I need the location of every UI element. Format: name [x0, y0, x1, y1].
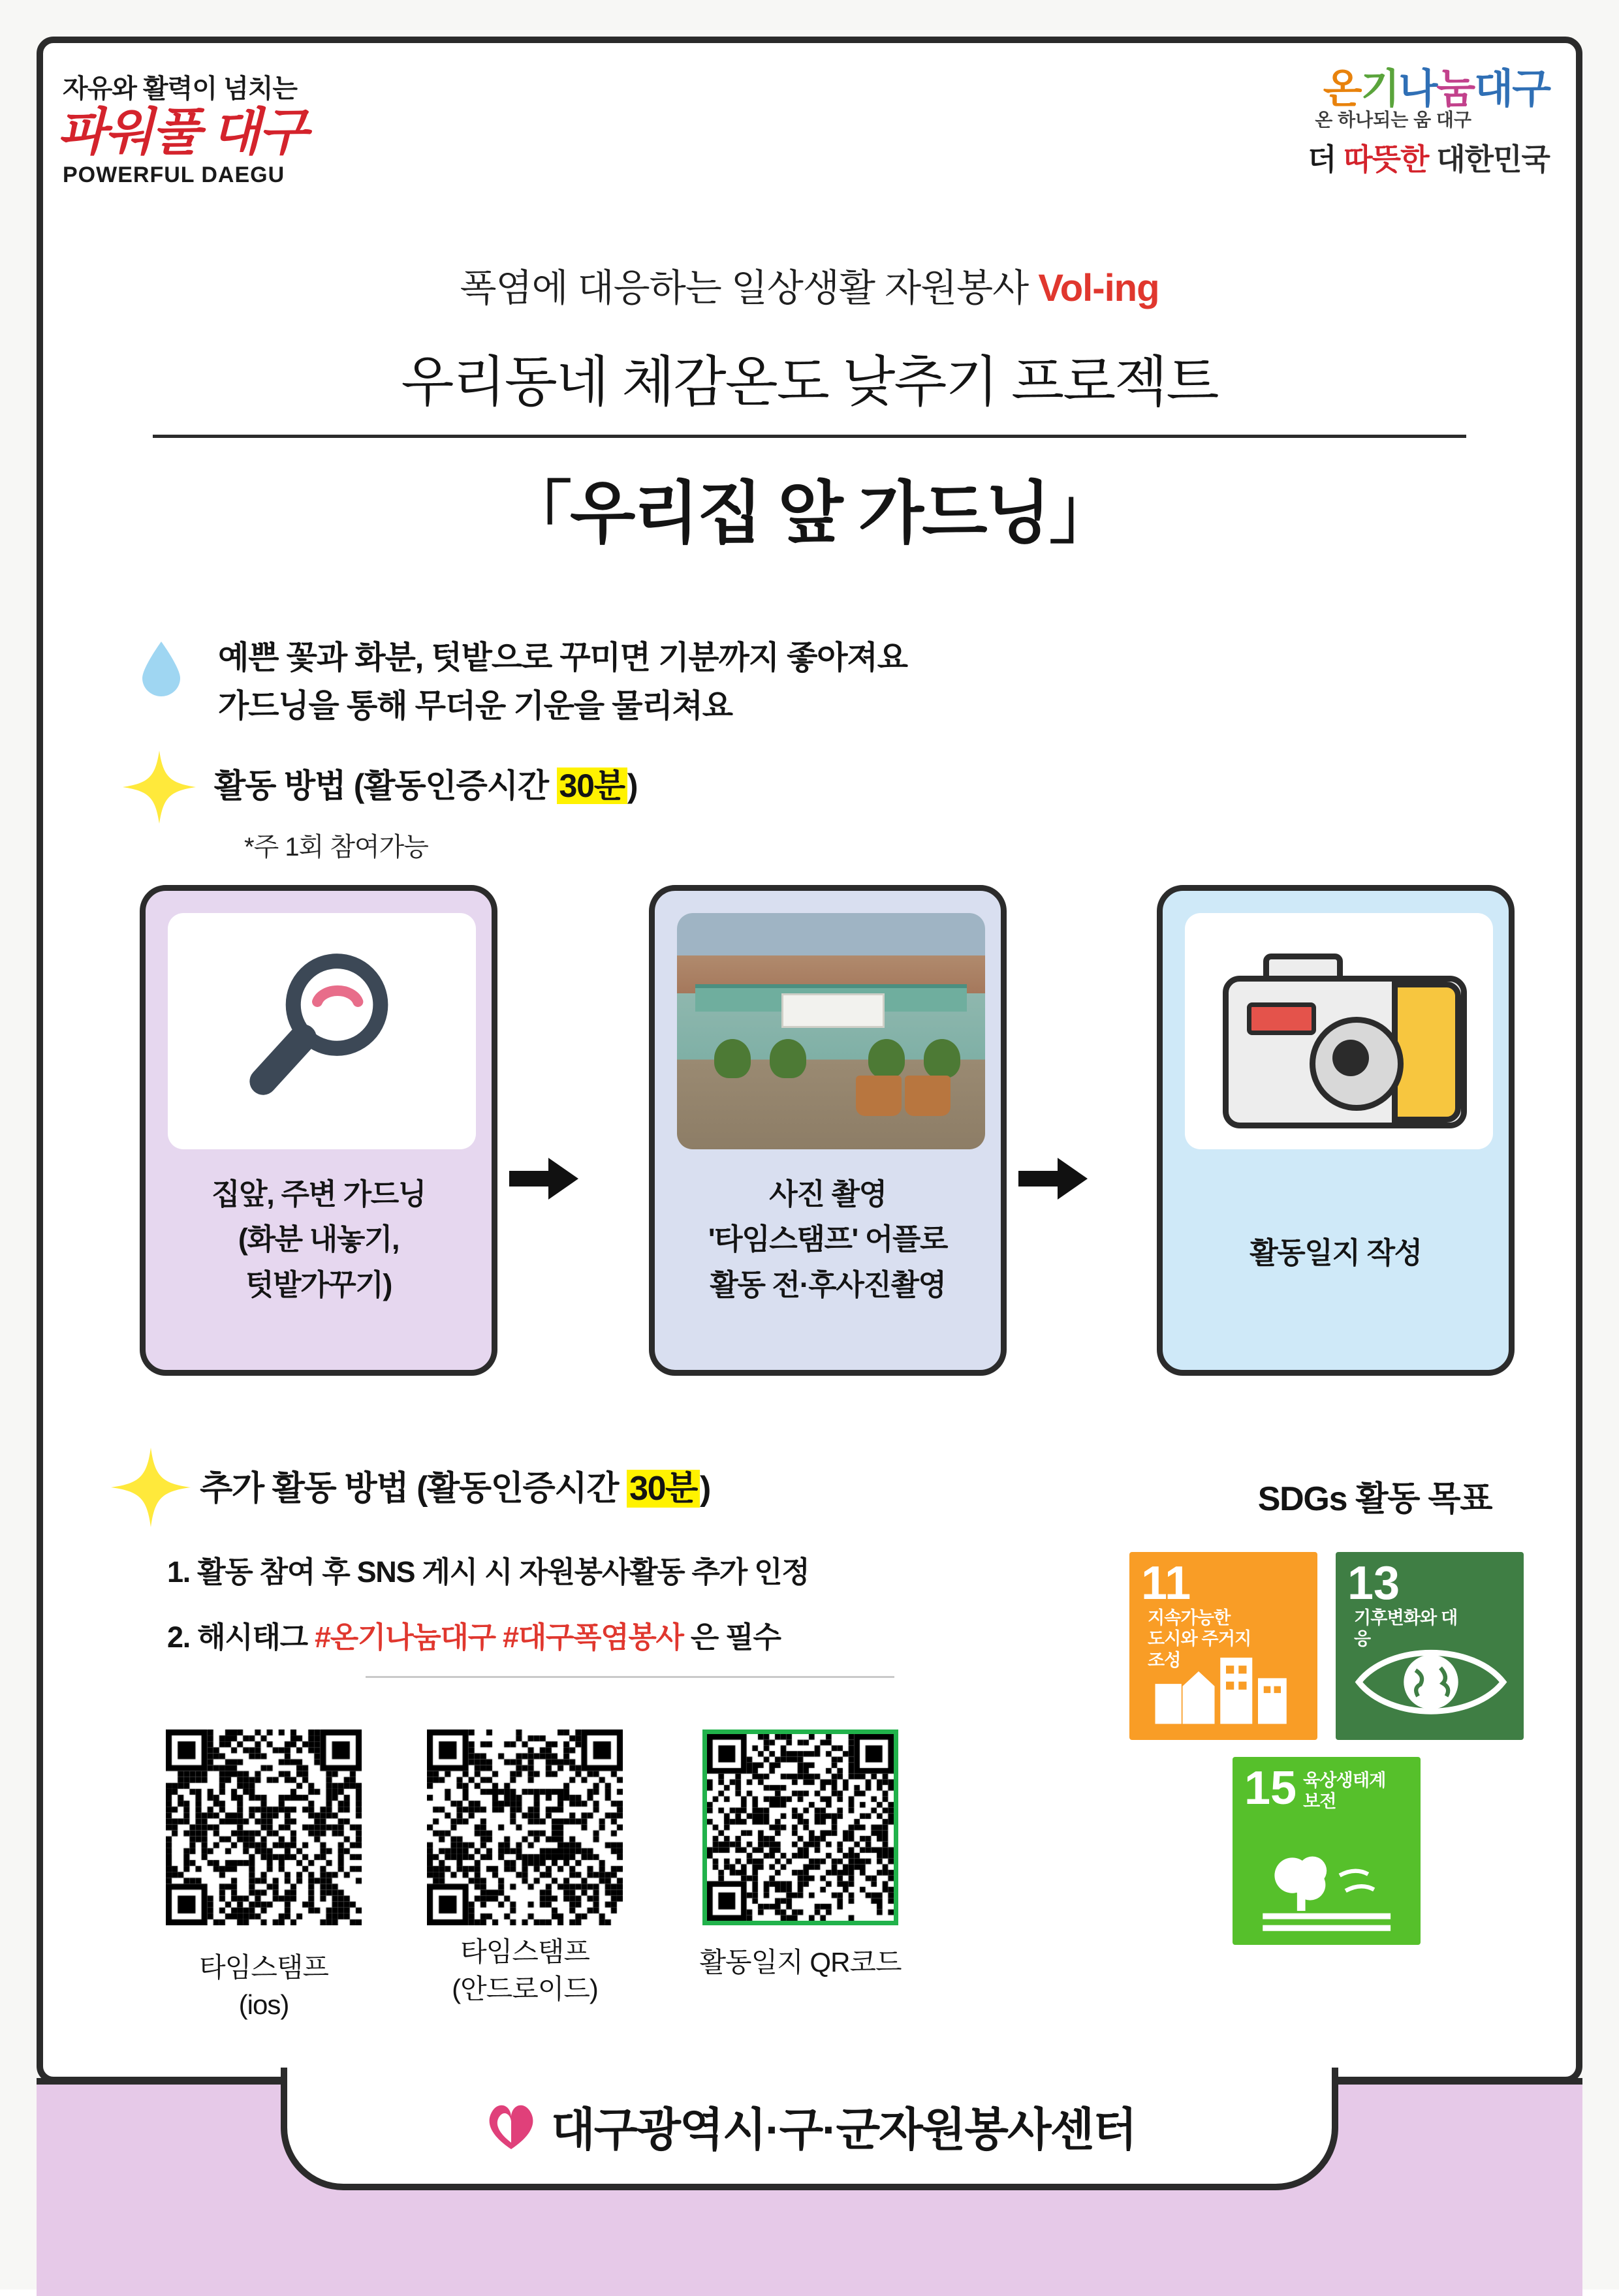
- extra-method-heading: [200, 1461, 710, 1510]
- method-note: *주 1회 참여가능: [244, 833, 428, 861]
- step-1-line-1: 집앞, 주변 가드닝: [212, 1177, 426, 1211]
- sdg-13-label: 기후변화와 대응: [1354, 1607, 1458, 1649]
- method-duration: 30분: [557, 768, 627, 804]
- extra-head-suffix: ): [699, 1470, 710, 1508]
- sdg-15-label-1: 육상생태계: [1303, 1771, 1386, 1790]
- ongi-line3-accent: 따뜻한: [1344, 142, 1429, 176]
- garden-photo: [677, 913, 985, 1149]
- photo-plant: [924, 1039, 960, 1078]
- qr-caption-3: [670, 1944, 931, 1981]
- sdg-11-label-1: 지속가능한: [1148, 1607, 1231, 1628]
- sdgs-title: SDGs 활동 목표: [1257, 1480, 1492, 1518]
- camera-lens-icon: [1310, 1017, 1404, 1111]
- star-icon: [120, 748, 198, 826]
- steps-row: [43, 885, 1576, 1394]
- sdg-13-eye-earth-icon: [1354, 1639, 1508, 1728]
- page-title: 우리동네 체감온도 낮추기 프로젝트: [401, 351, 1218, 412]
- step-2-line-3: 활동 전·후사진촬영: [710, 1267, 946, 1301]
- ongi-logo-line3: [1210, 136, 1550, 179]
- page-subtitle-main: 「우리집 앞 가드닝」: [503, 476, 1116, 551]
- camera-icon: [1223, 976, 1467, 1128]
- extra-item-2: [167, 1613, 781, 1656]
- step-card-2: [649, 885, 1007, 1376]
- lead-text: [218, 634, 907, 731]
- heart-icon: [483, 2100, 539, 2152]
- extra-item-2-prefix: 2. 해시태그: [167, 1621, 315, 1654]
- extra-divider: [366, 1676, 894, 1678]
- magnifier-icon: [224, 943, 420, 1119]
- footer-title: 대구광역시·구·군자원봉사센터: [551, 2103, 1136, 2155]
- method-head-suffix: ): [627, 768, 638, 804]
- qr-caption-3-line1: 활동일지 QR코드: [699, 1947, 902, 1978]
- ongi-line3-suffix: 대한민국: [1428, 142, 1550, 176]
- photo-plant: [770, 1039, 806, 1078]
- ongi-char-2: 기: [1360, 67, 1399, 112]
- step-card-1: [140, 885, 497, 1376]
- step-1-line-3: 텃밭가꾸기): [245, 1267, 392, 1301]
- sdg-11-city-icon: [1144, 1646, 1308, 1732]
- sdg-goal-15: [1233, 1757, 1421, 1945]
- photo-plant: [868, 1039, 905, 1078]
- ongi-char-1: 온: [1323, 67, 1361, 112]
- qr-code-timestamp-android[interactable]: [427, 1730, 623, 1925]
- qr-caption-1-line2: (ios): [238, 1989, 289, 2021]
- sdg-15-label-2: 보전: [1303, 1792, 1336, 1812]
- logo-main: 파워풀 대구: [57, 103, 306, 161]
- subtitle-main: 폭염에 대응하는 일상생활 자원봉사: [460, 267, 1039, 309]
- ongi-char-4: 눔: [1436, 67, 1475, 112]
- sdg-11-label-2: 도시와 주거지 조성: [1148, 1629, 1251, 1670]
- logo-tagline: 자유와 활력이 넘치는: [63, 74, 297, 103]
- photo-plant: [714, 1039, 751, 1078]
- step-1-thumbnail: [168, 913, 476, 1149]
- lead-line-2: 가드닝을 통해 무더운 기운을 물리쳐요: [218, 689, 732, 724]
- sdg-15-label: [1303, 1767, 1385, 1812]
- method-heading: [214, 760, 637, 807]
- step-2-line-1: 사진 촬영: [769, 1177, 887, 1211]
- extra-item-1: 1. 활동 참여 후 SNS 게시 시 자원봉사활동 추가 인정: [167, 1555, 810, 1589]
- water-drop-icon: [141, 640, 181, 696]
- qr-caption-1-line1: 타임스탬프: [199, 1952, 328, 1983]
- footer-center-tab: [281, 2068, 1338, 2190]
- ongi-char-3: 나: [1398, 67, 1437, 112]
- powerful-daegu-logo: [57, 68, 423, 188]
- camera-lens-inner-icon: [1332, 1040, 1369, 1076]
- ongi-logo-line2: 온 하나되는 움 대구: [1315, 110, 1471, 130]
- step-3-thumbnail: [1185, 913, 1493, 1149]
- extra-item-2-suffix: 은 필수: [683, 1621, 781, 1654]
- qr-code-timestamp-ios[interactable]: [166, 1730, 362, 1925]
- qr-caption-2-line1: 타임스탬프: [460, 1936, 589, 1967]
- arrow-right-icon-1: [508, 1153, 580, 1205]
- sdg-11-number: 11: [1141, 1557, 1191, 1609]
- poster-subtitle: [43, 257, 1576, 312]
- sdg-goal-13: [1336, 1552, 1524, 1740]
- hashtags: #온기나눔대구 #대구폭염봉사: [315, 1621, 684, 1654]
- method-head-prefix: 활동 방법 (활동인증시간: [214, 768, 557, 804]
- step-3-label: [1163, 1230, 1509, 1275]
- qr-code-activity-log[interactable]: [702, 1730, 898, 1925]
- sdg-goal-11: [1129, 1552, 1317, 1740]
- extra-head-prefix: 추가 활동 방법 (활동인증시간: [200, 1470, 627, 1508]
- step-2-line-2: '타임스탬프' 어플로: [708, 1222, 948, 1256]
- photo-pot: [856, 1076, 902, 1116]
- step-3-line-1: 활동일지 작성: [1250, 1236, 1422, 1269]
- sdg-13-number: 13: [1347, 1557, 1400, 1609]
- qr-caption-2: [394, 1933, 655, 2008]
- step-2-thumbnail: [677, 913, 985, 1149]
- camera-flash-icon: [1247, 1002, 1316, 1035]
- photo-pot: [905, 1076, 951, 1116]
- ongi-logo-line1: [1210, 69, 1550, 110]
- logo-english: POWERFUL DAEGU: [63, 162, 285, 187]
- star-icon-2: [108, 1445, 193, 1530]
- title-divider: [153, 435, 1466, 438]
- subtitle-accent: Vol-ing: [1038, 267, 1159, 309]
- step-1-line-2: (화분 내놓기,: [238, 1222, 400, 1256]
- ongi-line3-prefix: 더: [1307, 142, 1344, 176]
- qr-caption-2-line2: (안드로이드): [452, 1974, 598, 2005]
- step-card-3: [1157, 885, 1515, 1376]
- sdg-15-number: 15: [1244, 1762, 1297, 1814]
- photo-sign: [781, 993, 884, 1028]
- extra-duration: 30분: [627, 1470, 700, 1508]
- step-1-label: [146, 1171, 492, 1307]
- poster-card: [37, 37, 1582, 2083]
- qr-caption-1: [133, 1949, 394, 2023]
- ongi-char-5: 대구: [1474, 67, 1550, 112]
- arrow-right-icon-2: [1017, 1153, 1089, 1205]
- lead-line-1: 예쁜 꽃과 화분, 텃밭으로 꾸미면 기분까지 좋아져요: [218, 640, 907, 675]
- step-2-label: [655, 1171, 1001, 1307]
- ongi-nanum-daegu-logo: [1210, 69, 1550, 179]
- sdg-15-tree-icon: [1251, 1847, 1405, 1936]
